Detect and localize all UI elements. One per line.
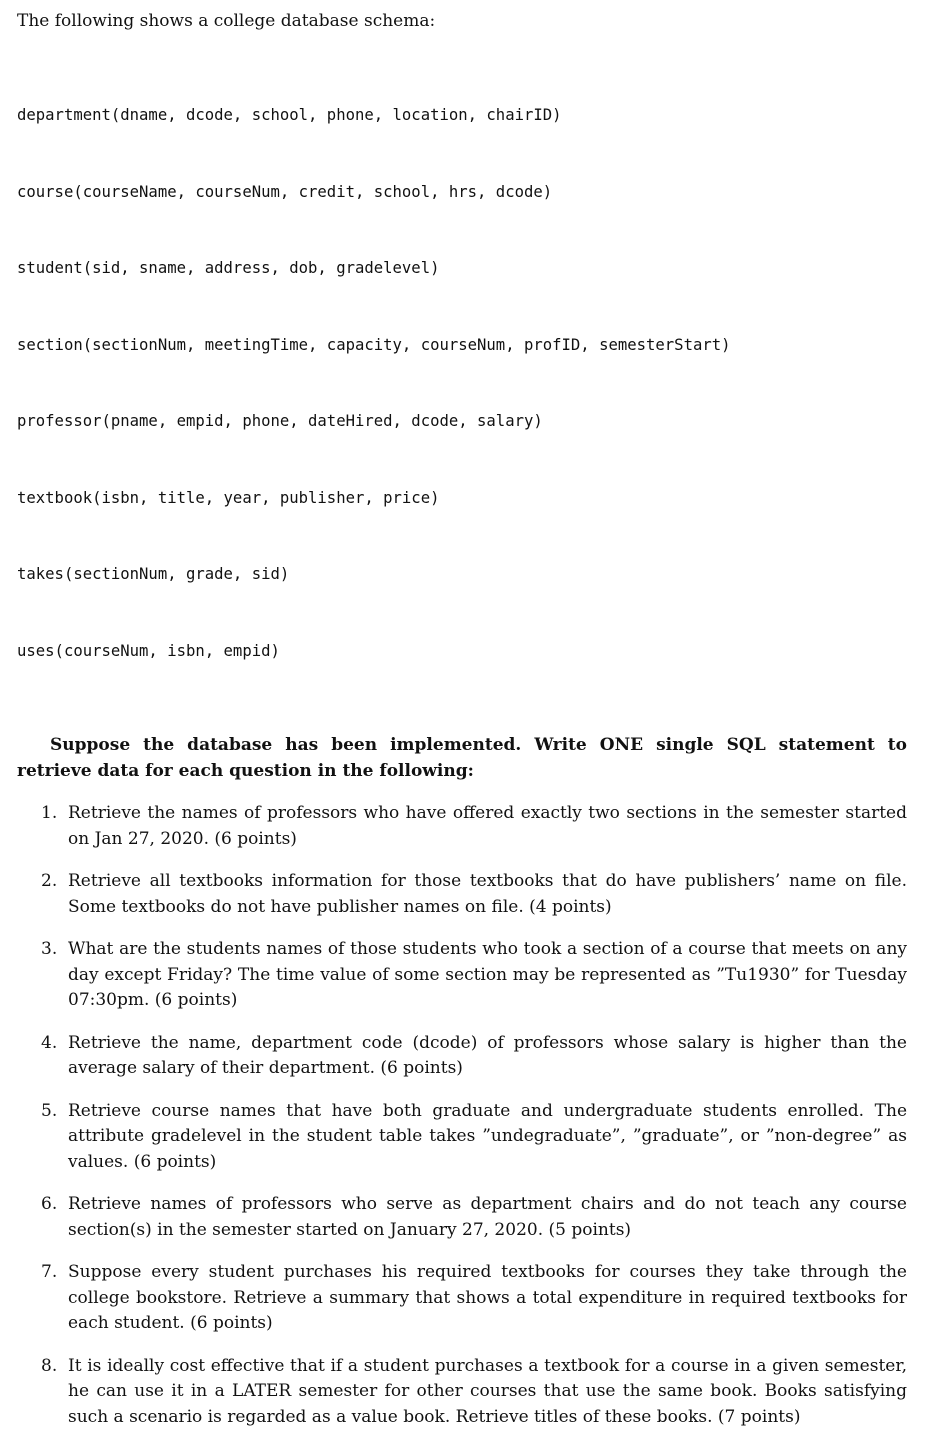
question-item <box>17 1354 907 1431</box>
question-item <box>17 1099 907 1176</box>
schema-block <box>17 52 907 715</box>
question-number: 5. <box>41 1100 58 1121</box>
schema-line-course: course(courseName, courseNum, credit, school, hrs, dcode) <box>17 182 553 201</box>
question-list <box>17 801 907 1430</box>
question-number: 8. <box>41 1355 58 1376</box>
question-text: It is ideally cost effective that if a student purchases a textbook for a course in a given semester, he can use it in a LATER semester for other courses that use the same book. Books satisfying such a scenario is regarded as a value book. Retrieve titles of these books. (7 points) <box>68 1355 907 1427</box>
schema-line-textbook: textbook(isbn, title, year, publisher, price) <box>17 488 440 507</box>
schema-line-section: section(sectionNum, meetingTime, capacity, courseNum, profID, semesterStart) <box>17 335 731 354</box>
question-text: Retrieve the name, department code (dcode) of professors whose salary is higher than the average salary of their department. (6 points) <box>68 1032 907 1078</box>
question-number: 6. <box>41 1194 58 1214</box>
question-number: 7. <box>41 1262 58 1282</box>
question-number: 4. <box>41 1032 58 1053</box>
question-item <box>17 801 907 852</box>
question-item <box>17 869 907 920</box>
question-number: 3. <box>41 939 58 959</box>
question-text: Suppose every student purchases his required textbooks for courses they take through the college bookstore. Retrieve a summary that shows a total expenditure in required textbooks for each student. (6 points) <box>68 1262 907 1333</box>
question-text: Retrieve all textbooks information for those textbooks that do have publishers’ name on file. Some textbooks do not have publisher names on file. (4 points) <box>68 871 907 917</box>
instructions-heading: Suppose the database has been implemented. Write ONE single SQL statement to retrieve data for each question in the following: <box>17 735 907 781</box>
question-number: 1. <box>41 803 58 823</box>
schema-line-uses: uses(courseNum, isbn, empid) <box>17 641 280 660</box>
question-text: What are the students names of those students who took a section of a course that meets on any day except Friday? The time value of some section may be represented as ”Tu1930” for Tuesday 07:30pm. (6 points) <box>68 939 907 1010</box>
question-item <box>17 937 907 1014</box>
schema-line-professor: professor(pname, empid, phone, dateHired, dcode, salary) <box>17 412 543 430</box>
question-item <box>17 1031 907 1082</box>
schema-line-takes: takes(sectionNum, grade, sid) <box>17 565 290 583</box>
schema-line-student: student(sid, sname, address, dob, gradelevel) <box>17 259 440 277</box>
question-text: Retrieve names of professors who serve as department chairs and do not teach any course section(s) in the semester started on January 27, 2020. (5 points) <box>68 1194 907 1240</box>
question-text: Retrieve course names that have both graduate and undergraduate students enrolled. The attribute gradelevel in the student table takes ”undegraduate”, ”graduate”, or ”non-degree” as values. (6 points) <box>68 1100 907 1172</box>
question-number: 2. <box>41 871 58 891</box>
question-text: Retrieve the names of professors who have offered exactly two sections in the semester started on Jan 27, 2020. (6 points) <box>68 803 907 849</box>
question-item <box>17 1192 907 1243</box>
schema-line-department: department(dname, dcode, school, phone, location, chairID) <box>17 106 562 124</box>
document-page <box>17 8 907 1447</box>
intro-text: The following shows a college database schema: <box>17 11 436 31</box>
question-item <box>17 1260 907 1337</box>
